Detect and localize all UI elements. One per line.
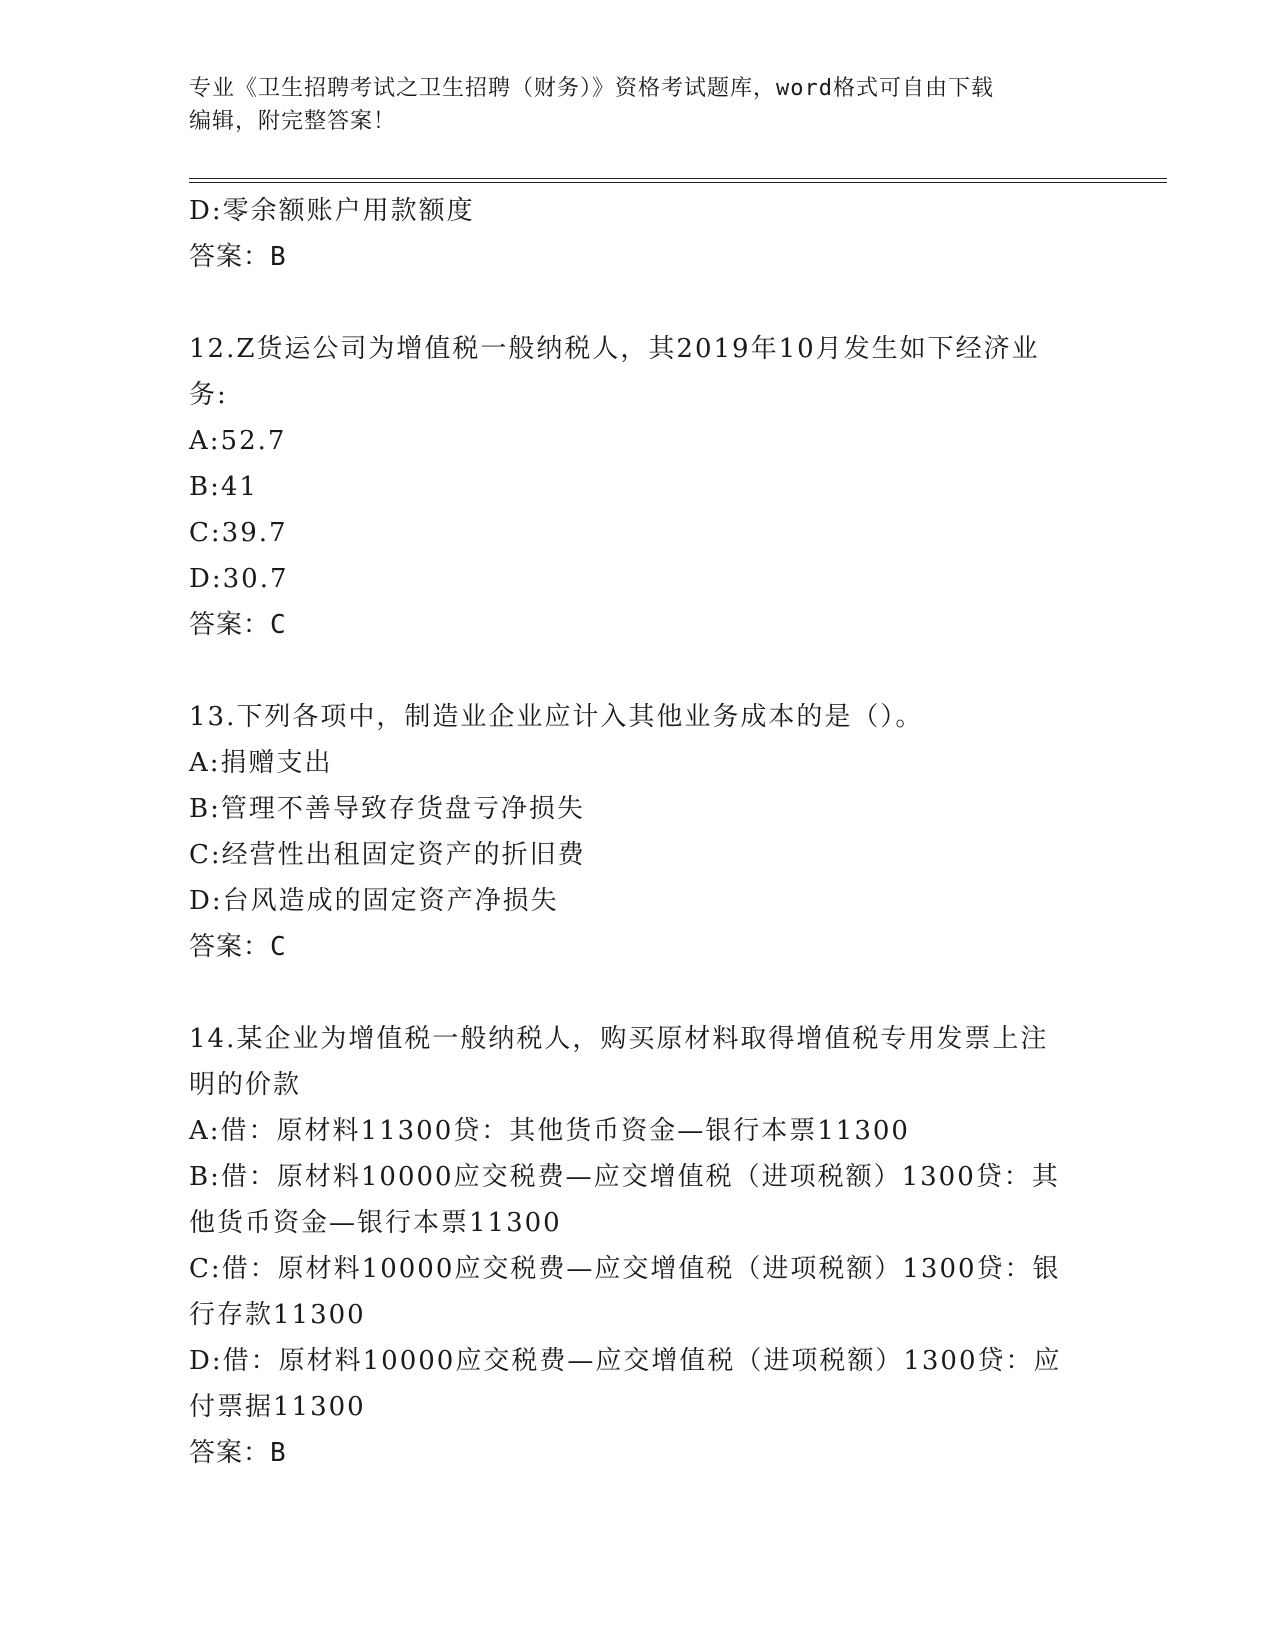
q14-option-d-line-2: 付票据11300	[189, 1392, 366, 1422]
q14-option-d-line-1: D:借：原材料10000应交税费—应交增值税（进项税额）1300贷：应	[189, 1346, 1062, 1376]
header-divider-bottom	[189, 182, 1167, 183]
document-header	[189, 72, 1089, 138]
q14-option-a: A:借：原材料11300贷：其他货币资金—银行本票11300	[189, 1116, 910, 1146]
q14-answer: 答案：B	[189, 1438, 287, 1468]
q14-option-c-line-2: 行存款11300	[189, 1300, 366, 1330]
spacer	[189, 280, 1089, 326]
q13-option-b: B:管理不善导致存货盘亏净损失	[189, 794, 585, 824]
q12-option-a: A:52.7	[189, 426, 287, 456]
q14-stem-line-2: 明的价款	[189, 1070, 302, 1100]
q12-stem-line-1: 12.Z货运公司为增值税一般纳税人，其2019年10月发生如下经济业	[189, 334, 1040, 364]
q13-answer: 答案：C	[189, 932, 287, 962]
q11-answer: 答案：B	[189, 242, 287, 272]
q11-option-d: D:零余额账户用款额度	[189, 196, 475, 226]
q13-option-a: A:捐赠支出	[189, 748, 333, 778]
q12-option-c: C:39.7	[189, 518, 288, 548]
spacer	[189, 970, 1089, 1016]
q14-option-c-line-1: C:借：原材料10000应交税费—应交增值税（进项税额）1300贷：银	[189, 1254, 1061, 1284]
q14-stem-line-1: 14.某企业为增值税一般纳税人，购买原材料取得增值税专用发票上注	[189, 1024, 1049, 1054]
q14-option-b-line-1: B:借：原材料10000应交税费—应交增值税（进项税额）1300贷：其	[189, 1162, 1060, 1192]
q13-option-d: D:台风造成的固定资产净损失	[189, 886, 559, 916]
header-divider-top	[189, 178, 1167, 179]
header-line-2: 编辑，附完整答案！	[189, 109, 397, 134]
q12-option-b: B:41	[189, 472, 258, 502]
q12-option-d: D:30.7	[189, 564, 289, 594]
spacer	[189, 648, 1089, 694]
question-list	[189, 188, 1089, 1476]
q14-option-b-line-2: 他货币资金—银行本票11300	[189, 1208, 562, 1238]
q12-answer: 答案：C	[189, 610, 287, 640]
q13-option-c: C:经营性出租固定资产的折旧费	[189, 840, 586, 870]
q12-stem-line-2: 务:	[189, 380, 228, 410]
q13-stem-line-1: 13.下列各项中，制造业企业应计入其他业务成本的是（）。	[189, 702, 924, 732]
header-line-1: 专业《卫生招聘考试之卫生招聘（财务）》资格考试题库，word格式可自由下载	[189, 76, 994, 101]
